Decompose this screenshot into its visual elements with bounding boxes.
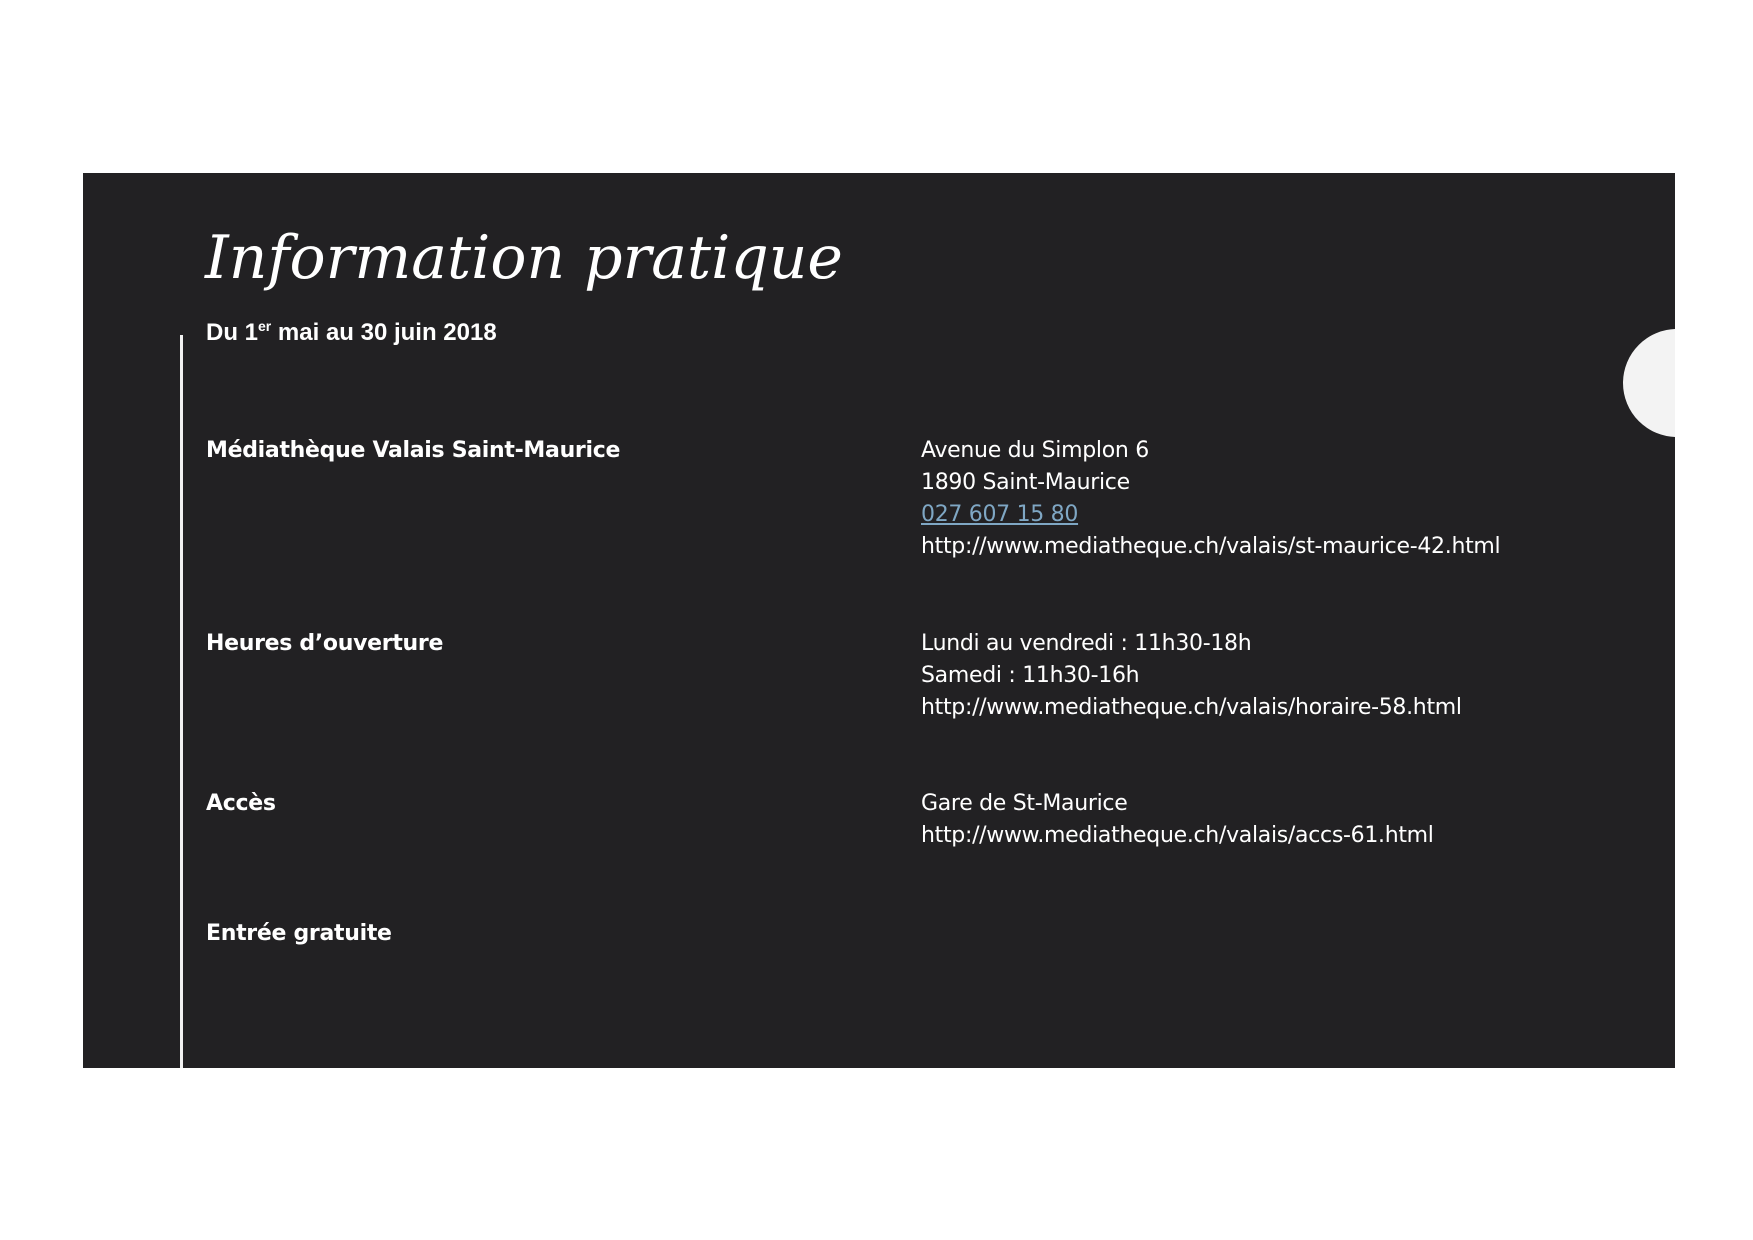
section-values-opening-hours — [921, 628, 1462, 724]
section-values-mediatheque — [921, 435, 1500, 563]
slide — [83, 173, 1675, 1068]
address-city: 1890 Saint-Maurice — [921, 470, 1130, 495]
vertical-divider-line — [180, 335, 183, 1068]
hours-saturday: Samedi : 11h30-16h — [921, 663, 1140, 688]
access-url: http://www.mediatheque.ch/valais/accs-61.html — [921, 823, 1434, 848]
access-station: Gare de St-Maurice — [921, 791, 1128, 816]
phone-link[interactable]: 027 607 15 80 — [921, 502, 1079, 527]
section-label-free-entry: Entrée gratuite — [206, 921, 392, 946]
hours-weekdays: Lundi au vendredi : 11h30-18h — [921, 631, 1252, 656]
section-label-access: Accès — [206, 791, 276, 816]
section-label-opening-hours: Heures d’ouverture — [206, 631, 444, 656]
page-title: Information pratique — [205, 223, 843, 293]
date-range-suffix: mai au 30 juin 2018 — [271, 319, 497, 346]
date-range-subtitle — [206, 319, 497, 348]
mediatheque-url: http://www.mediatheque.ch/valais/st-maurice-42.html — [921, 534, 1501, 559]
date-range-prefix: Du 1 — [206, 319, 259, 346]
decorative-circle — [1623, 329, 1675, 437]
address-street: Avenue du Simplon 6 — [921, 438, 1149, 463]
section-label-mediatheque: Médiathèque Valais Saint-Maurice — [206, 438, 621, 463]
hours-url: http://www.mediatheque.ch/valais/horaire-58.html — [921, 695, 1462, 720]
date-range-ordinal: er — [258, 318, 272, 334]
section-values-access — [921, 788, 1434, 852]
